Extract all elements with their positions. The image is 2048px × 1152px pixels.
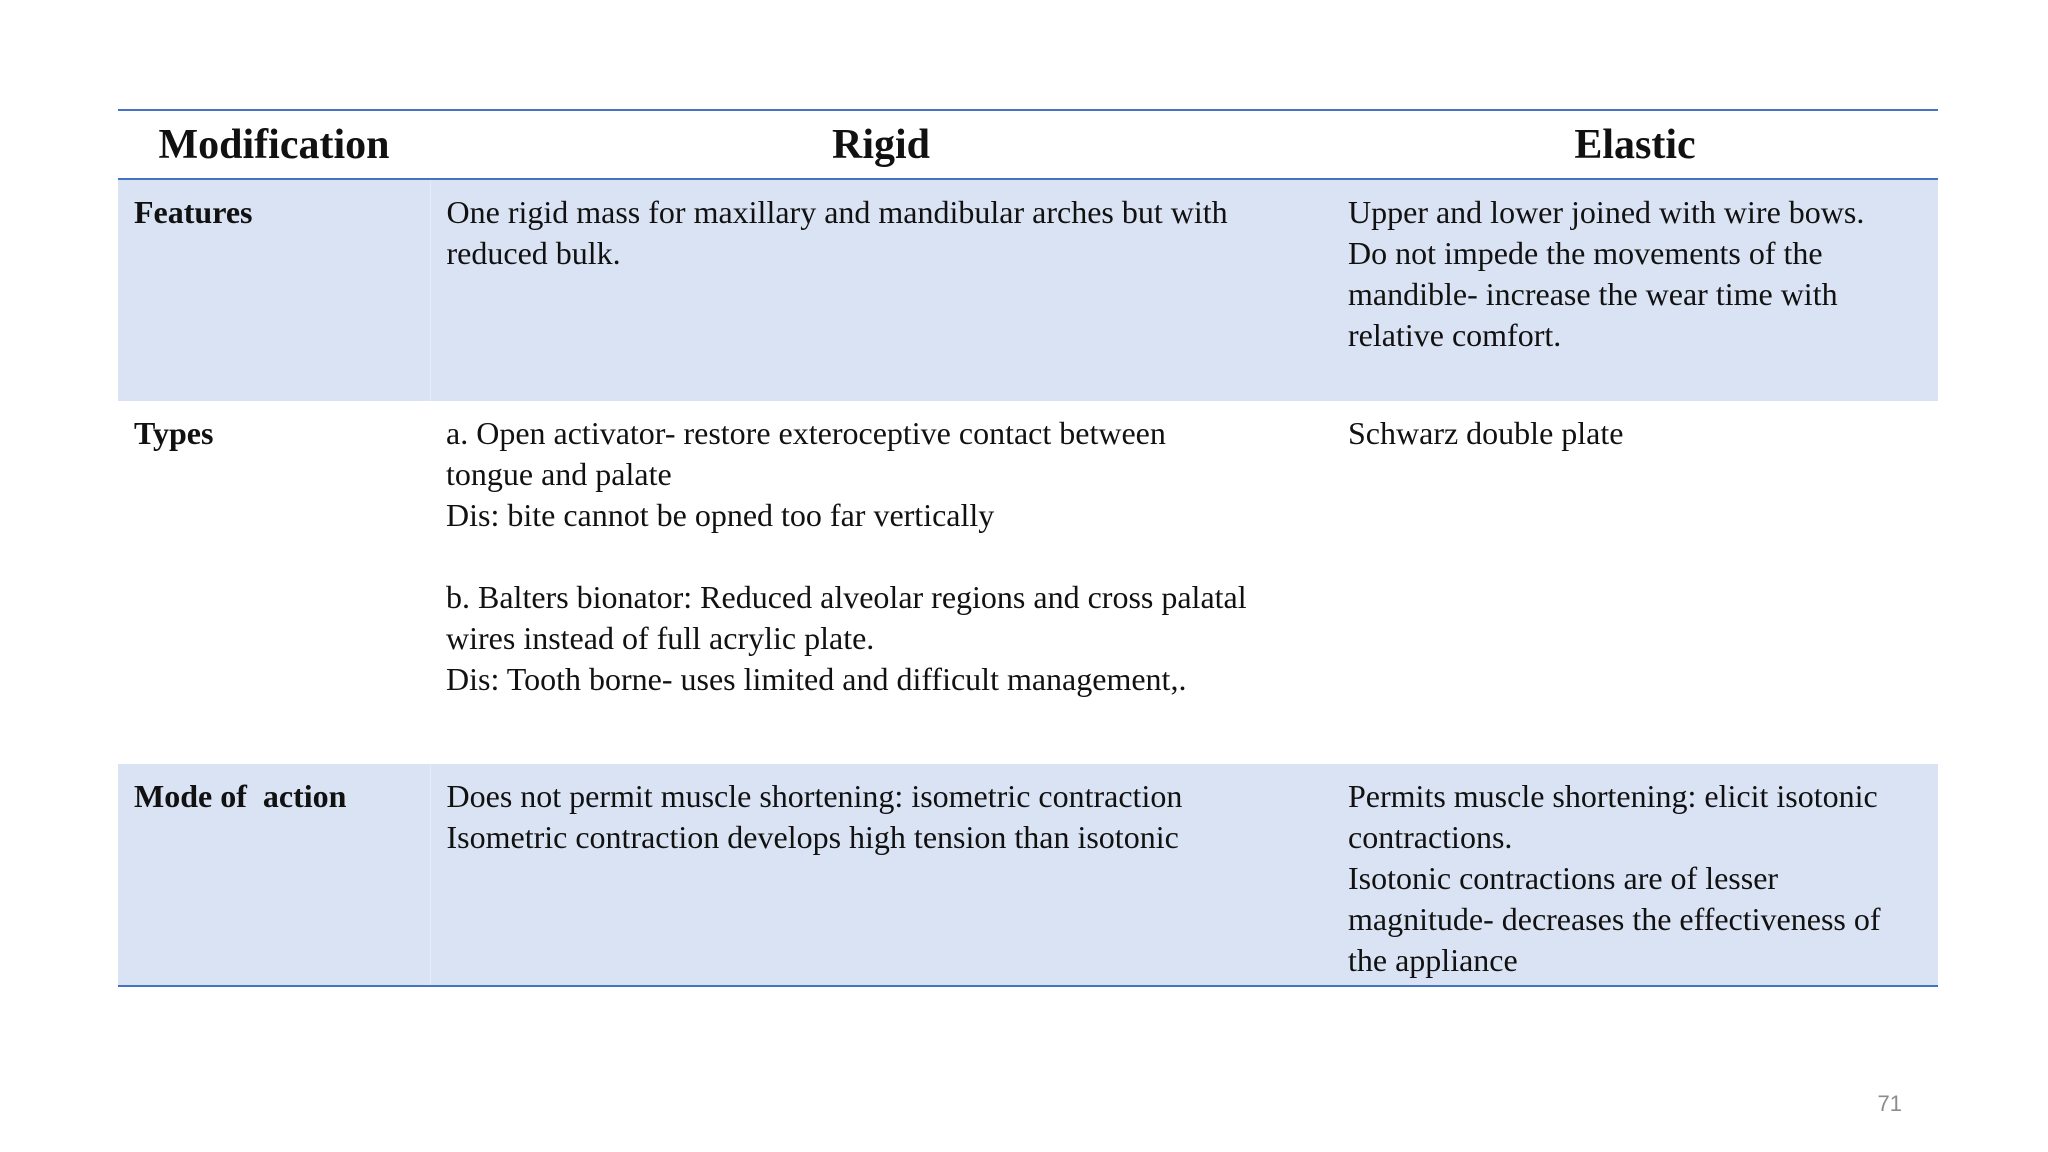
- header-row: [118, 110, 1938, 179]
- header-elastic: Elastic: [1332, 110, 1938, 179]
- page-number: 71: [1877, 1091, 1902, 1116]
- cell-features-rigid: [430, 179, 1332, 401]
- text-line: Does not permit muscle shortening: isometric contraction: [446, 778, 1183, 814]
- text-line: magnitude- decreases the effectiveness of: [1348, 901, 1881, 937]
- text-line: Schwarz double plate: [1348, 415, 1624, 451]
- table-row-types: [118, 401, 1938, 764]
- text-line: Do not impede the movements of the: [1348, 235, 1823, 271]
- comparison-table: [118, 109, 1938, 987]
- text-line: reduced bulk.: [446, 235, 621, 271]
- text-line: the appliance: [1348, 942, 1518, 978]
- text-line: wires instead of full acrylic plate.: [446, 620, 875, 656]
- table-header: [118, 110, 1938, 179]
- text-line: contractions.: [1348, 819, 1513, 855]
- cell-types-rigid: [430, 401, 1332, 764]
- table-row-mode-of-action: [118, 764, 1938, 986]
- text-line: relative comfort.: [1348, 317, 1562, 353]
- text-line: Isometric contraction develops high tension than isotonic: [446, 819, 1179, 855]
- header-modification: Modification: [118, 110, 430, 179]
- text-line: Isotonic contractions are of lesser: [1348, 860, 1779, 896]
- cell-mode-rigid: [430, 764, 1332, 986]
- text-line: a. Open activator- restore exteroceptive contact between: [446, 415, 1166, 451]
- text-line: Upper and lower joined with wire bows.: [1348, 194, 1865, 230]
- text-line: Permits muscle shortening: elicit isotonic: [1348, 778, 1878, 814]
- table-body: [118, 179, 1938, 986]
- text-line: tongue and palate: [446, 456, 672, 492]
- header-rigid: Rigid: [430, 110, 1332, 179]
- text-line: mandible- increase the wear time with: [1348, 276, 1838, 312]
- cell-mode-elastic: [1332, 764, 1938, 986]
- text-line: b. Balters bionator: Reduced alveolar regions and cross palatal: [446, 579, 1247, 615]
- table-row-features: [118, 179, 1938, 401]
- row-label-types: Types: [134, 415, 214, 451]
- row-label-features: Features: [118, 179, 430, 401]
- text-line: One rigid mass for maxillary and mandibular arches but with: [446, 194, 1228, 230]
- paragraph-gap: [446, 536, 1316, 577]
- row-label-mode-of-action: Mode of action: [118, 764, 430, 986]
- cell-features-elastic: [1332, 179, 1938, 401]
- text-line: Dis: bite cannot be opned too far vertically: [446, 497, 995, 533]
- text-line: Dis: Tooth borne- uses limited and difficult management,.: [446, 661, 1187, 697]
- cell-types-elastic: [1332, 401, 1938, 764]
